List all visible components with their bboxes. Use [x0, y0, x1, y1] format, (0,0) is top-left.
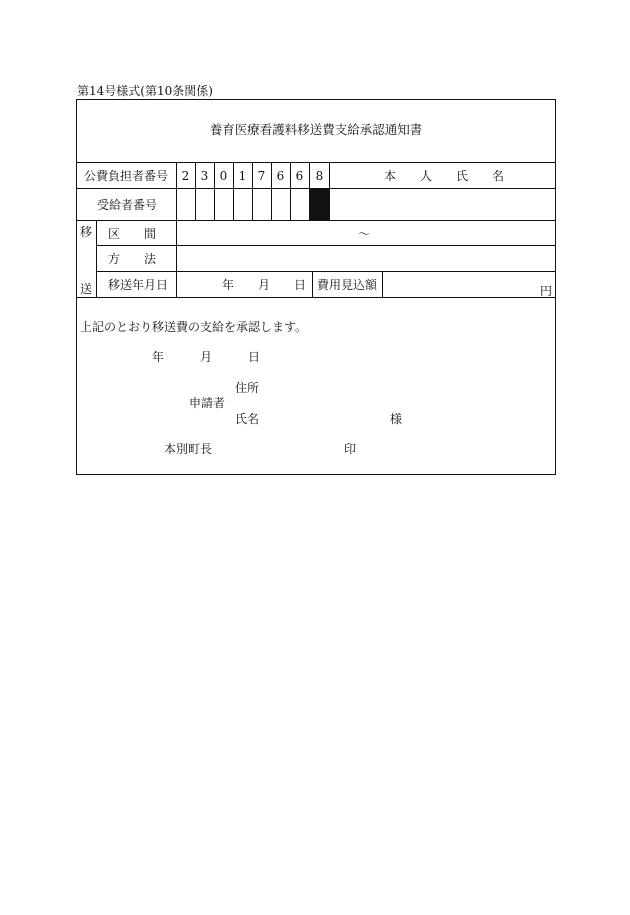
section-label: 区 間 — [108, 227, 157, 241]
transport-date-label: 移送年月日 — [108, 278, 169, 292]
transport-date-year: 年 — [222, 278, 235, 292]
divider-transport — [76, 297, 556, 298]
transport-side-label-top: 移 — [80, 225, 93, 239]
public-burden-digit: 6 — [295, 169, 304, 183]
digit-divider — [329, 162, 330, 220]
transport-date-day: 日 — [294, 278, 307, 292]
honorific-sama: 様 — [390, 412, 403, 426]
public-burden-digit: 6 — [276, 169, 285, 183]
public-burden-digit: 1 — [238, 169, 247, 183]
divider-title — [76, 162, 556, 163]
section-tilde: ～ — [358, 227, 371, 241]
applicant-label: 申請者 — [189, 396, 226, 410]
transport-side-label-bottom: 送 — [80, 282, 93, 296]
divider-date-estimate — [312, 271, 313, 297]
public-burden-digit: 2 — [181, 169, 190, 183]
notice-date-year: 年 — [152, 350, 165, 364]
recipient-number-label: 受給者番号 — [97, 198, 158, 212]
patient-name-label: 本 人 氏 名 — [384, 169, 505, 183]
seal-mark: 印 — [344, 442, 357, 456]
divider-section — [96, 245, 556, 246]
approval-statement: 上記のとおり移送費の支給を承認します。 — [80, 320, 308, 334]
divider-estimate-amount — [382, 271, 383, 297]
divider-method — [96, 271, 556, 272]
divider-recipient — [76, 220, 556, 221]
form-number: 第14号様式(第10条関係) — [77, 84, 213, 98]
transport-date-month: 月 — [258, 278, 271, 292]
form-title: 養育医療看護料移送費支給承認通知書 — [209, 122, 423, 137]
notice-date-day: 日 — [248, 350, 261, 364]
divider-side-column — [96, 220, 97, 297]
mayor-title: 本別町長 — [164, 442, 213, 456]
public-burden-number-label: 公費負担者番号 — [84, 169, 169, 183]
check-digit-cell — [310, 189, 329, 220]
public-burden-digit: 7 — [257, 169, 266, 183]
yen-unit: 円 — [540, 284, 553, 298]
public-burden-digit: 3 — [200, 169, 209, 183]
cost-estimate-label: 費用見込額 — [317, 278, 378, 292]
applicant-name-label: 氏名 — [235, 412, 260, 426]
address-label: 住所 — [235, 381, 260, 395]
public-burden-digit: 8 — [315, 169, 324, 183]
notice-date-month: 月 — [200, 350, 213, 364]
public-burden-digit: 0 — [219, 169, 228, 183]
method-label: 方 法 — [108, 252, 157, 266]
